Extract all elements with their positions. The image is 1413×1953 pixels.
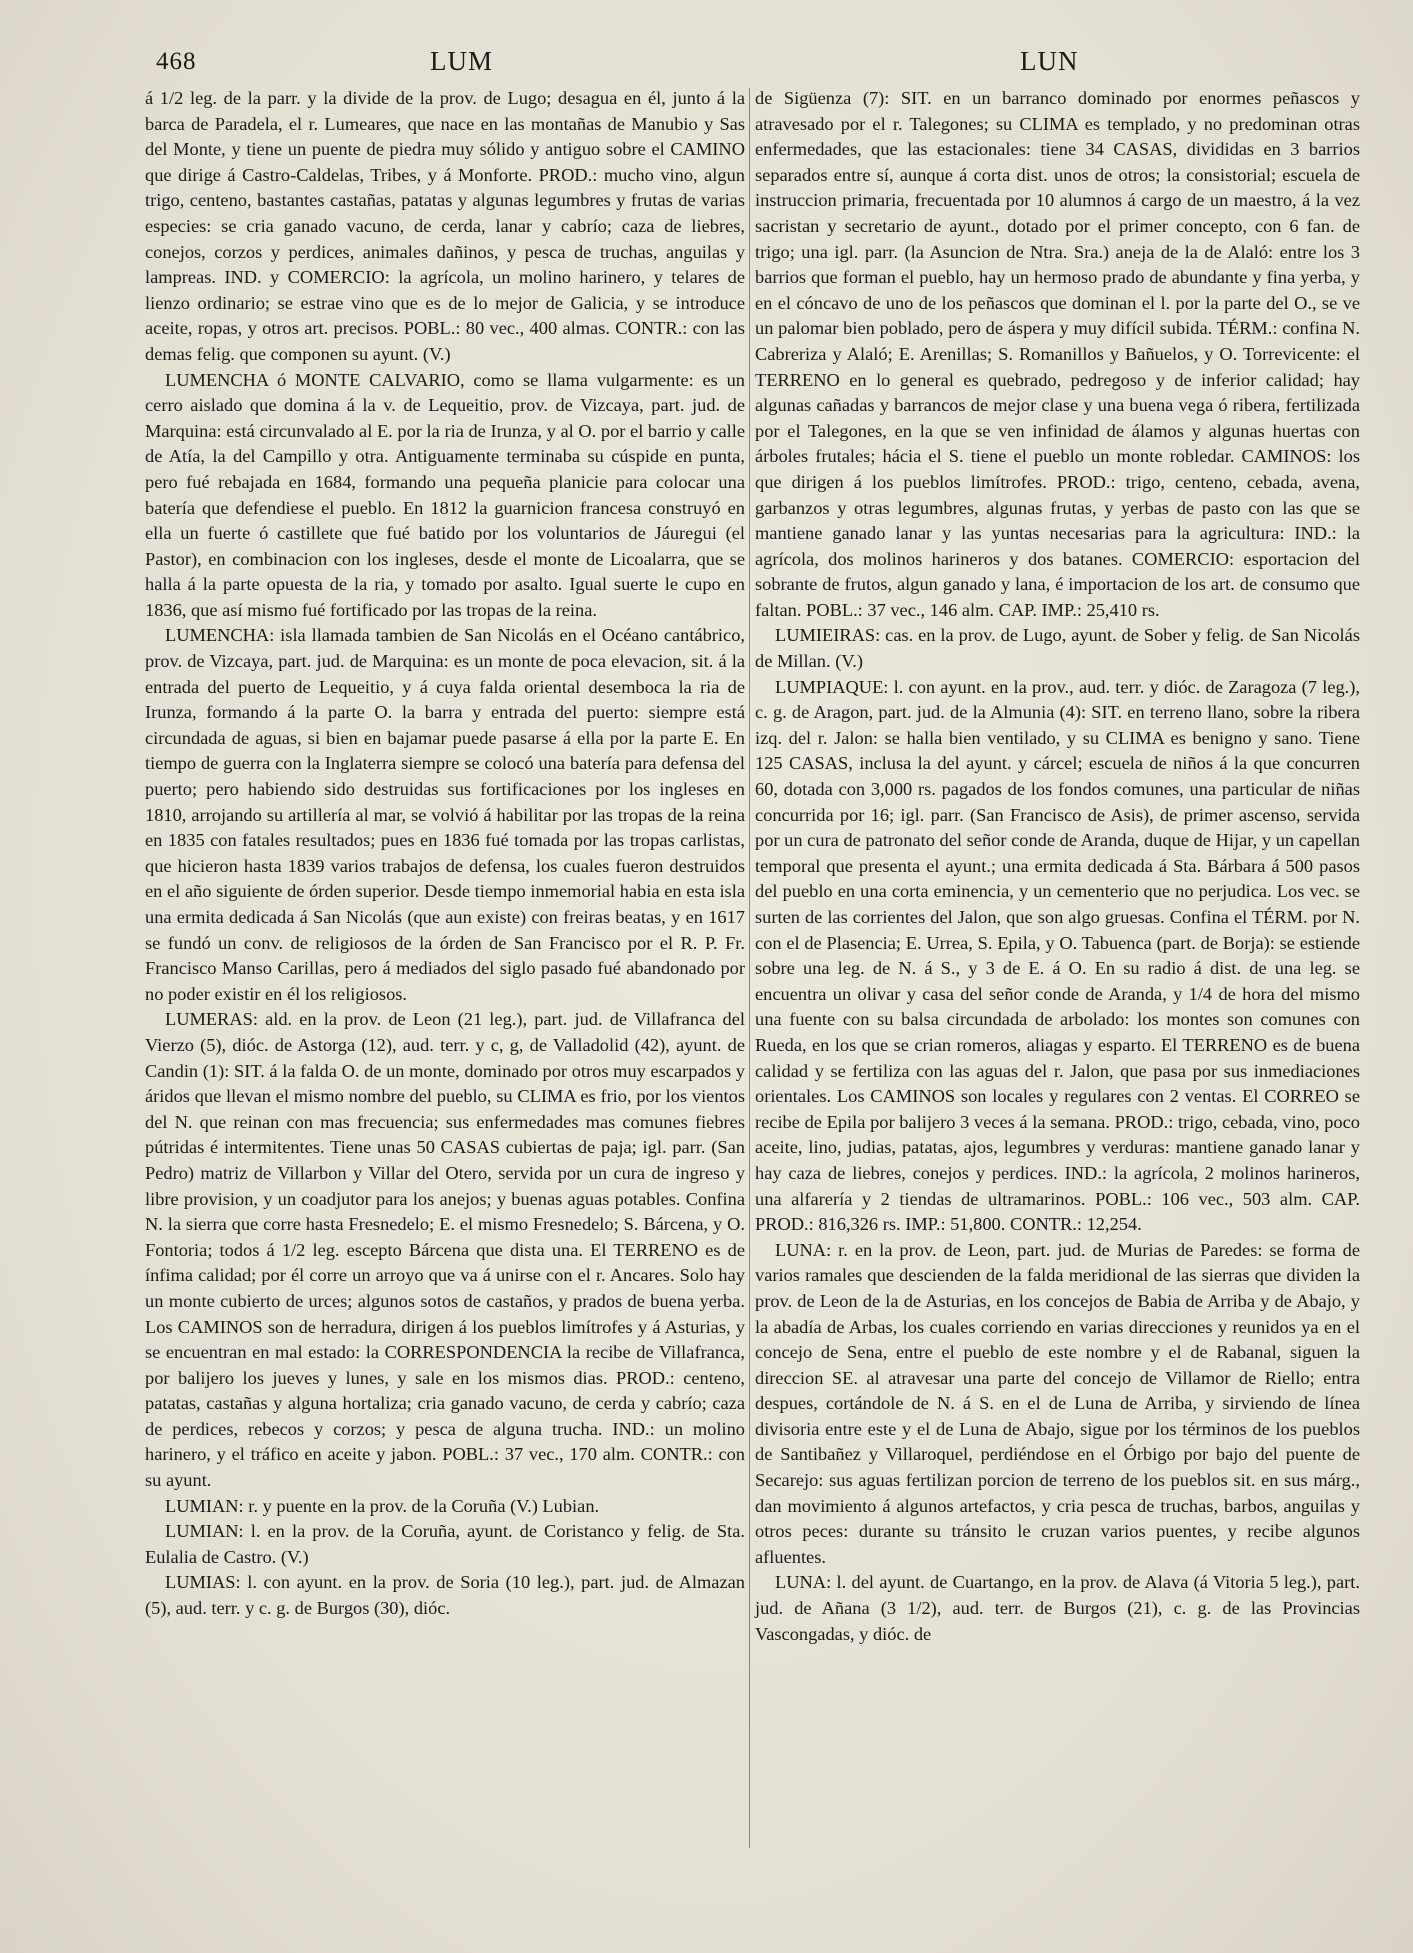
entry-lumian-river: LUMIAN: r. y puente en la prov. de la Coruña (V.) Lubian. [165,1495,600,1516]
entry-luna-place: LUNA: l. del ayunt. de Cuartango, en la prov. de Alava (á Vitoria 5 leg.), part. jud. de Añana (3 1/2), aud. terr. de Burgos (21), c. g. de las Provincias Vascongadas, y dióc. de [755,1572,1360,1644]
entry-lumencha-monte-calvario: LUMENCHA ó MONTE CALVARIO, como se llama vulgarmente: es un cerro aislado que domina á la v. de Lequeitio, prov. de Vizcaya, part. jud. de Marquina: está circunvalado al E. por la ria de Irunza, y al O. por el barrio y calle de Atía, la del Campillo y otra. Antiguamente terminaba su cúspide en punta, pero fué rebajada en 1684, formando una pequeña planicie para colocar una batería que defendiese el pueblo. En 1812 la guarnicion francesa construyó en ella un fuerte ó castillete que fué batido por los voluntarios de Jáuregui (el Pastor), en combinacion con los ingleses, desde el monte de Licoalarra, que se halla á la parte opuesta de la ria, y tomado por asalto. Igual suerte le cupo en 1836, que así mismo fué fortificado por las tropas de la reina. [145,369,745,620]
entry-lumieiras: LUMIEIRAS: cas. en la prov. de Lugo, ayunt. de Sober y felig. de San Nicolás de Millan. (V.) [755,625,1360,672]
running-head [0,42,1413,82]
left-column [145,86,745,1622]
right-running-head: LUN [1020,46,1079,76]
entry-lumencha-isla: LUMENCHA: isla llamada tambien de San Nicolás en el Océano cantábrico, prov. de Vizcaya, part. jud. de Marquina: es un monte de poca elevacion, sit. á la entrada del puerto de Lequeitio, y á cuya falda oriental desemboca la ria de Irunza, formando á la parte O. la barra y entrada del puerto: siempre está circundada de aguas, si bien en bajamar puede pasarse á ella por la parte E. En tiempo de guerra con la Inglaterra siempre se colocó una batería para defensa del puerto; pero habiendo sido destruidas sus fortificaciones por los ingleses en 1810, arrojando su artillería al mar, se volvió á habilitar por las tropas de la reina en 1835 con fatales resultados; pues en 1836 fué tomada por las tropas carlistas, que hicieron hasta 1839 varios trabajos de defensa, los cuales fueron destruidos en el año siguiente de órden superior. Desde tiempo inmemorial habia en esta isla una ermita dedicada á San Nicolás (que aun existe) con freiras beatas, y en 1617 se fundó un conv. de religiosos de la órden de San Francisco por el R. P. Fr. Francisco Manso Carillas, pero á mediados del siglo pasado fué abandonado por no poder existir en él los religiosos. [145,625,745,1004]
entry-lumian-place: LUMIAN: l. en la prov. de la Coruña, ayunt. de Coristanco y felig. de Sta. Eulalia de Castro. (V.) [145,1521,745,1567]
entry-lumeares-continued: á 1/2 leg. de la parr. y la divide de la prov. de Lugo; desagua en él, junto á la barca de Paradela, el r. Lumeares, que nace en las montañas de Manubio y Sas del Monte, y tiene un puente de piedra muy sólido y antiguo sobre el CAMINO que dirige á Castro-Caldelas, Tribes, y á Monforte. PROD.: mucho vino, algun trigo, centeno, bastantes castañas, patatas y algunas legumbres y frutas de varias especies: se cria ganado vacuno, de cerda, lanar y cabrío; caza de liebres, conejos, corzos y perdices, animales dañinos, y pesca de truchas, anguilas y lampreas. IND. y COMERCIO: la agrícola, un molino harinero, y telares de lienzo ordinario; se estrae vino que es de lo mejor de Galicia, y se introduce aceite, ropas, y otros art. precisos. POBL.: 80 vec., 400 almas. CONTR.: con las demas felig. que componen su ayunt. (V.) [145,88,745,364]
right-column [755,86,1360,1647]
entry-lumias: LUMIAS: l. con ayunt. en la prov. de Soria (10 leg.), part. jud. de Almazan (5), aud. terr. y c. g. de Burgos (30), dióc. [145,1572,745,1619]
left-running-head: LUM [430,46,493,76]
entry-lumias-continued: de Sigüenza (7): SIT. en un barranco dominado por enormes peñascos y atravesado por el r. Talegones; su CLIMA es templado, y no predominan otras enfermedades, que las estacionales: tiene 34 CASAS, divididas en 3 barrios separados entre sí, aunque á corta dist. unos de otros; la consistorial; escuela de instruccion primaria, frecuentada por 10 alumnos á cargo de un maestro, á la vez sacristan y secretario de ayunt., dotado por el primer concepto, con 6 fan. de trigo; una igl. parr. (la Asuncion de Ntra. Sra.) aneja de la de Alaló: entre los 3 barrios que forman el pueblo, hay un hermoso prado de abundante y fina yerba, y en el cóncavo de uno de los peñascos que dominan el l. por la parte del O., se ve un palomar bien poblado, pero de áspera y muy difícil subida. TÉRM.: confina N. Cabreriza y Alaló; E. Arenillas; S. Romanillos y Bañuelos, y O. Torrevicente: el TERRENO en lo general es quebrado, pedregoso y de inferior calidad; hay algunas cañadas y barrancos de mejor clase y una buena vega ó ribera, fertilizada por el Talegones, en la que se ven infinidad de álamos y algunas huertas con árboles frutales; hácia el S. tiene el pueblo un monte robledar. CAMINOS: los que dirigen á los pueblos limítrofes. PROD.: trigo, centeno, cebada, avena, garbanzos y otras legumbres, algunas frutas, y yerbas de pasto con las que se mantiene ganado lanar y las yuntas necesarias para la agricultura: IND.: la agrícola, dos molinos harineros y dos batanes. COMERCIO: esportacion del sobrante de frutos, algun ganado y lana, é importacion de los art. de consumo que faltan. POBL.: 37 vec., 146 alm. CAP. IMP.: 25,410 rs. [755,88,1360,620]
page-number: 468 [156,48,197,75]
entry-lumeras: LUMERAS: ald. en la prov. de Leon (21 leg.), part. jud. de Villafranca del Vierzo (5), dióc. de Astorga (12), aud. terr. y c, g, de Valladolid (42), ayunt. de Candin (1): SIT. á la falda O. de un monte, dominado por otros muy escarpados y áridos que llevan el mismo nombre del pueblo, su CLIMA es frio, por los vientos del N. que reinan con mas frecuencia; sus enfermedades mas comunes fiebres pútridas é intermitentes. Tiene unas 50 CASAS cubiertas de paja; igl. parr. (San Pedro) matriz de Villarbon y Villar del Otero, servida por un cura de ingreso y libre provision, y un coadjutor para los anejos; y buenas aguas potables. Confina N. la sierra que corre hasta Fresnedelo; E. el mismo Fresnedelo; S. Bárcena, y O. Fontoria; todos á 1/2 leg. escepto Bárcena que dista una. El TERRENO es de ínfima calidad; por él corre un arroyo que va á unirse con el r. Ancares. Solo hay un monte cubierto de urces; algunos sotos de castaños, y prados de buena yerba. Los CAMINOS son de herradura, dirigen á los pueblos limítrofes y á Asturias, y se encuentran en mal estado: la CORRESPONDENCIA la recibe de Villafranca, por balijero los jueves y lunes, y sale en los mismos dias. PROD.: centeno, patatas, castañas y alguna hortaliza; cria ganado vacuno, de cerda y cabrío; caza de perdices, rebecos y corzos; y pesca de alguna trucha. IND.: un molino harinero, y el tráfico en aceite y jabon. POBL.: 37 vec., 170 alm. CONTR.: con su ayunt. [145,1009,745,1491]
entry-luna-river: LUNA: r. en la prov. de Leon, part. jud. de Murias de Paredes: se forma de varios ramales que descienden de la falda meridional de las sierras que dividen la prov. de Leon de la de Asturias, en los concejos de Babia de Arriba y de Abajo, y la abadía de Arbas, los cuales corriendo en varias direcciones y reunidos ya en el concejo de Sena, entre el pueblo de este nombre y el de Rabanal, siguen la direccion SE. al atravesar una parte del concejo de Villamor de Riello; entra despues, cortándole de N. á S. en el de Luna de Arriba, y sirviendo de línea divisoria entre este y el de Luna de Abajo, sigue por los términos de los pueblos de Santibañez y Villaroquel, perdiéndose en el Órbigo por bajo del puente de Secarejo: sus aguas fertilizan porcion de terreno de los pueblos sit. en sus márg., dan movimiento á algunos artefactos, y cria pesca de truchas, barbos, anguilas y otros peces: durante su tránsito le cruzan varios puentes, y recibe algunos afluentes. [755,1239,1360,1567]
column-divider [749,88,750,1848]
entry-lumpiaque: LUMPIAQUE: l. con ayunt. en la prov., aud. terr. y dióc. de Zaragoza (7 leg.), c. g. de Aragon, part. jud. de la Almunia (4): SIT. en terreno llano, sobre la ribera izq. del r. Jalon: se halla bien ventilado, y su CLIMA es benigno y sano. Tiene 125 CASAS, inclusa la del ayunt. y cárcel; escuela de niños á la que concurren 60, dotada con 3,000 rs. pagados de los fondos comunes, una particular de niñas concurrida por 16; igl. parr. (San Francisco de Asis), de primer ascenso, servida por un cura de patronato del señor conde de Aranda, duque de Hijar, y un capellan temporal que presenta el ayunt.; una ermita dedicada á Sta. Bárbara á 500 pasos del pueblo en una corta eminencia, y un cementerio que no perjudica. Los vec. se surten de las corrientes del Jalon, que son algo gruesas. Confina el TÉRM. por N. con el de Plasencia; E. Urrea, S. Epila, y O. Tabuenca (part. de Borja): se estiende sobre una leg. de N. á S., y 3 de E. á O. En su radio á dist. de una leg. se encuentra un olivar y casa del señor conde de Aranda, y 1/4 de hora del mismo una fuente con su balsa circundada de arbolado: los montes son comunes con Rueda, en los que se crian romeros, aliagas y esparto. El TERRENO es de buena calidad y se fertiliza con las aguas del r. Jalon, que pasa por sus inmediaciones orientales. Los CAMINOS son locales y regulares con 2 ventas. El CORREO se recibe de Epila por balijero 3 veces á la semana. PROD.: trigo, cebada, vino, poco aceite, lino, judias, patatas, ajos, legumbres y verduras: mantiene ganado lanar y hay caza de liebres, conejos y perdices. IND.: la agrícola, 2 molinos harineros, una alfarería y 2 tiendas de ultramarinos. POBL.: 106 vec., 503 alm. CAP. PROD.: 816,326 rs. IMP.: 51,800. CONTR.: 12,254. [755,676,1360,1235]
